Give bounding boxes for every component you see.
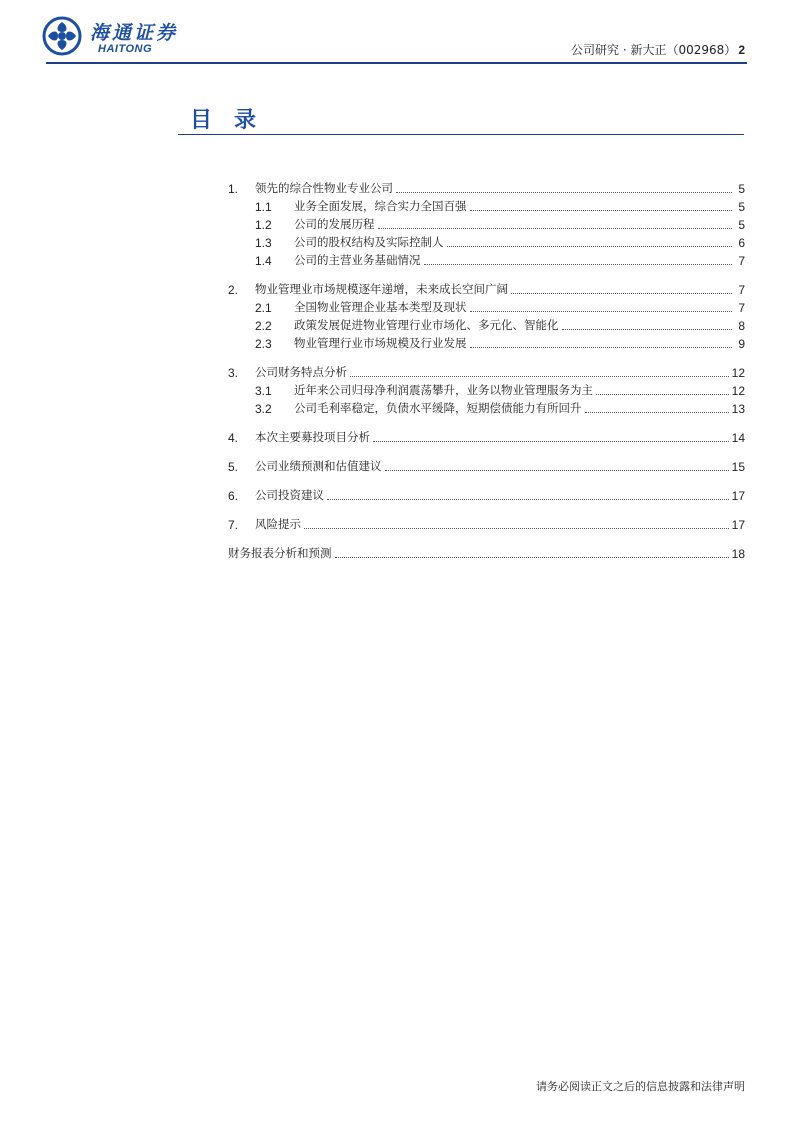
- toc-entry-label: 政策发展促进物业管理行业市场化、多元化、智能化: [294, 318, 559, 332]
- toc-entry-page: 17: [731, 518, 745, 532]
- toc-entry-label: 本次主要募投项目分析: [255, 430, 370, 444]
- logo-english-text: HAITONG: [98, 43, 153, 55]
- toc-entry-page: 14: [731, 431, 745, 445]
- toc-entry-label: 风险提示: [255, 517, 301, 531]
- toc-entry-page: 9: [738, 337, 745, 351]
- toc-leader-dots: [378, 228, 733, 229]
- toc-entry-label: 公司财务特点分析: [255, 365, 347, 379]
- toc-entry[interactable]: [228, 485, 745, 503]
- toc-entry-page: 15: [731, 460, 745, 474]
- table-of-contents: [228, 178, 745, 561]
- toc-entry[interactable]: [228, 333, 745, 351]
- toc-entry-page: 13: [731, 402, 745, 416]
- toc-leader-dots: [470, 210, 733, 211]
- toc-entry-number: 1.1: [255, 200, 272, 214]
- toc-leader-dots: [335, 557, 729, 558]
- toc-entry-label: 物业管理业市场规模逐年递增，未来成长空间广阔: [255, 282, 508, 296]
- toc-entry[interactable]: [228, 214, 745, 232]
- toc-leader-dots: [470, 311, 733, 312]
- toc-entry[interactable]: [228, 196, 745, 214]
- toc-leader-dots: [585, 412, 729, 413]
- report-info: 公司研究 · 新大正（002968）: [571, 43, 737, 57]
- toc-entry-label: 领先的综合性物业专业公司: [255, 181, 393, 195]
- toc-entry[interactable]: [228, 232, 745, 250]
- toc-entry-page: 7: [738, 283, 745, 297]
- toc-leader-dots: [350, 376, 729, 377]
- toc-entry-label: 全国物业管理企业基本类型及现状: [294, 300, 467, 314]
- toc-entry-label: 业务全面发展，综合实力全国百强: [294, 199, 467, 213]
- toc-entry[interactable]: [228, 178, 745, 196]
- toc-entry-page: 7: [738, 254, 745, 268]
- toc-entry-number: 3.1: [255, 384, 272, 398]
- toc-entry-label: 公司的发展历程: [294, 217, 375, 231]
- disclaimer-footer: 请务必阅读正文之后的信息披露和法律声明: [536, 1080, 745, 1093]
- toc-entry-label: 公司的股权结构及实际控制人: [294, 235, 444, 249]
- toc-leader-dots: [385, 470, 729, 471]
- report-header: [571, 41, 745, 58]
- toc-entry-number: 5.: [228, 460, 239, 474]
- toc-entry[interactable]: [228, 279, 745, 297]
- toc-title: 目录: [190, 108, 279, 133]
- toc-leader-dots: [424, 264, 733, 265]
- toc-entry-number: 2.3: [255, 337, 272, 351]
- toc-leader-dots: [511, 293, 732, 294]
- haitong-emblem-icon: [42, 16, 82, 56]
- toc-entry-page: 12: [731, 366, 745, 380]
- toc-entry[interactable]: [228, 315, 745, 333]
- toc-entry-label: 公司毛利率稳定，负债水平缓降，短期偿债能力有所回升: [294, 401, 582, 415]
- toc-entry-label: 财务报表分析和预测: [228, 546, 332, 560]
- toc-entry[interactable]: [228, 427, 745, 445]
- toc-entry-page: 6: [738, 236, 745, 250]
- toc-leader-dots: [373, 441, 729, 442]
- toc-entry-page: 5: [738, 200, 745, 214]
- header-page-number: 2: [738, 43, 745, 57]
- toc-leader-dots: [562, 329, 733, 330]
- toc-leader-dots: [470, 347, 733, 348]
- toc-entry-number: 6.: [228, 489, 239, 503]
- toc-entry-page: 17: [731, 489, 745, 503]
- toc-entry-number: 7.: [228, 518, 239, 532]
- toc-entry-number: 4.: [228, 431, 239, 445]
- toc-entry[interactable]: [228, 398, 745, 416]
- header-divider: [46, 62, 747, 64]
- toc-leader-dots: [327, 499, 729, 500]
- toc-entry[interactable]: [228, 250, 745, 268]
- toc-entry-page: 18: [731, 547, 745, 561]
- toc-entry-label: 公司的主营业务基础情况: [294, 253, 421, 267]
- toc-entry-number: 2.: [228, 283, 239, 297]
- toc-entry-page: 12: [731, 384, 745, 398]
- toc-entry-number: 3.: [228, 366, 239, 380]
- toc-entry[interactable]: [228, 380, 745, 398]
- toc-entry[interactable]: [228, 514, 745, 532]
- toc-entry-number: 1.3: [255, 236, 272, 250]
- toc-entry-number: 1.2: [255, 218, 272, 232]
- toc-entry-number: 1.: [228, 182, 239, 196]
- toc-entry-page: 5: [738, 218, 745, 232]
- toc-entry-label: 物业管理行业市场规模及行业发展: [294, 336, 467, 350]
- toc-leader-dots: [596, 394, 729, 395]
- toc-entry[interactable]: [228, 362, 745, 380]
- toc-entry[interactable]: [228, 297, 745, 315]
- toc-leader-dots: [396, 192, 732, 193]
- toc-entry[interactable]: [228, 456, 745, 474]
- logo-chinese-text: 海通证券: [90, 22, 179, 44]
- toc-entry-label: 公司业绩预测和估值建议: [255, 459, 382, 473]
- haitong-logo: [42, 16, 222, 60]
- toc-entry-number: 2.1: [255, 301, 272, 315]
- toc-entry-page: 5: [738, 182, 745, 196]
- toc-leader-dots: [304, 528, 729, 529]
- toc-entry-label: 近年来公司归母净利润震荡攀升，业务以物业管理服务为主: [294, 383, 593, 397]
- toc-title-divider: [178, 134, 744, 135]
- toc-entry-page: 8: [738, 319, 745, 333]
- toc-entry-label: 公司投资建议: [255, 488, 324, 502]
- toc-entry-number: 3.2: [255, 402, 272, 416]
- toc-leader-dots: [447, 246, 733, 247]
- toc-entry-number: 2.2: [255, 319, 272, 333]
- toc-entry[interactable]: [228, 543, 745, 561]
- toc-entry-page: 7: [738, 301, 745, 315]
- toc-entry-number: 1.4: [255, 254, 272, 268]
